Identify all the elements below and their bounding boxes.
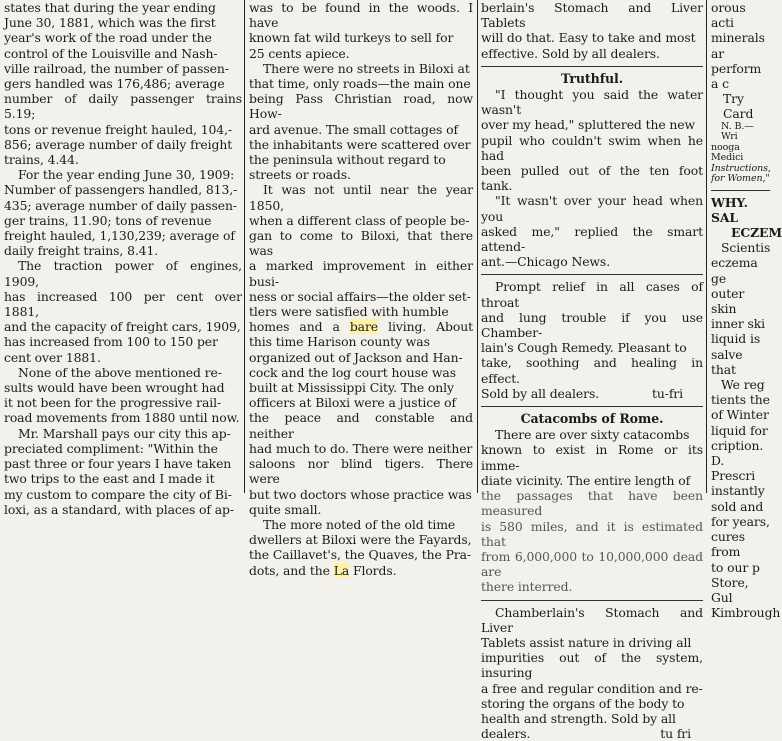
- text-line: but two doctors whose practice was: [249, 486, 472, 502]
- text-line: from 6,000,000 to 10,000,000 dead are: [481, 548, 703, 580]
- column-divider: [706, 0, 707, 493]
- text-line: is 580 miles, and it is estimated that: [481, 518, 703, 549]
- text-line: will do that. Easy to take and most: [481, 30, 696, 46]
- text-line: organized out of Jackson and Han-: [249, 349, 463, 365]
- text-line: has increased from 100 to 150 per: [4, 334, 218, 350]
- text-line: take, soothing and healing in effect.: [481, 355, 703, 386]
- text-line: a marked improvement in either busi-: [249, 258, 473, 289]
- text-line: was to be found in the woods. I have: [249, 0, 473, 31]
- text-line: Mr. Marshall pays our city this ap-: [18, 425, 231, 441]
- text-fragment: dots, and the: [249, 562, 330, 578]
- text-line: has increased 100 per cent over 1881,: [4, 288, 242, 320]
- text-line: the Caillavet's, the Quaves, the Pra-: [249, 547, 472, 563]
- text-line: gan to come to Biloxi, that there was: [249, 228, 473, 259]
- text-line: The traction power of engines, 1909,: [4, 258, 242, 289]
- text-line: salve that: [711, 346, 743, 377]
- text-line: Chamberlain's Stomach and Liver: [481, 604, 703, 635]
- column-divider: [477, 0, 478, 493]
- text-line: N. B.—Wri: [721, 120, 754, 143]
- text-line: for Women,": [711, 173, 770, 185]
- text-line: tients the: [711, 392, 770, 408]
- text-line: that time, only roads—the main one: [249, 76, 471, 92]
- text-line: a free and regular condition and re-: [481, 680, 703, 696]
- text-fragment: Flords.: [352, 562, 397, 578]
- text-line: there interred.: [481, 579, 573, 595]
- text-line: sults would have been wrought had: [4, 380, 225, 396]
- text-line: For the year ending June 30, 1909:: [18, 167, 235, 183]
- text-line: June 30, 1881, which was the first: [4, 15, 216, 31]
- text-line: streets or roads.: [249, 167, 351, 183]
- text-line: being Pass Christian road, now How-: [249, 91, 473, 122]
- text-line: Prompt relief in all cases of throat: [481, 279, 703, 310]
- text-line: gers handled was 176,486; average: [4, 76, 225, 92]
- text-line: the passages that have been measured: [481, 488, 703, 519]
- text-line: control of the Louisville and Nash-: [4, 45, 218, 61]
- text-line: freight hauled, 1,130,239; average of: [4, 228, 235, 244]
- column-short-items: [481, 0, 703, 741]
- section-rule: [481, 600, 703, 601]
- text-line: Sold by all dealers. tu-fri: [481, 385, 683, 401]
- highlighted-word: bare: [349, 319, 379, 335]
- text-line: tons or revenue freight hauled, 104,-: [4, 121, 233, 137]
- section-rule: [711, 190, 770, 191]
- text-line: We reg: [721, 377, 765, 393]
- text-line: trains, 4.44.: [4, 152, 79, 168]
- text-line: states that during the year ending: [4, 0, 216, 15]
- text-line: for years,: [711, 513, 770, 529]
- highlighted-word: La: [333, 562, 350, 578]
- text-line: Tablets assist nature in driving all: [481, 634, 692, 650]
- text-line: "I thought you said the water wasn't: [481, 87, 703, 118]
- text-line: of Winter: [711, 407, 769, 423]
- text-line: officers at Biloxi were a justice of: [249, 395, 457, 411]
- text-line: ger trains, 11.90; tons of revenue: [4, 212, 212, 228]
- text-line: the peace and constable and neither: [249, 410, 473, 441]
- text-line: D. Prescri: [711, 453, 756, 484]
- text-line: year's work of the road under the: [4, 30, 212, 46]
- text-line: ness or social affairs—the older set-: [249, 288, 471, 304]
- text-line: tlers were satisfied with humble: [249, 304, 449, 320]
- text-line: outer skin: [711, 285, 745, 317]
- text-line: had much to do. There were neither: [249, 440, 473, 456]
- column-divider: [244, 0, 245, 493]
- text-line: It was not until near the year 1850,: [249, 182, 473, 213]
- text-line: asked me," replied the smart attend-: [481, 223, 703, 255]
- column-biloxi-history: [249, 0, 473, 578]
- text-line: Kimbrough: [711, 605, 781, 621]
- text-line: ville railroad, the number of passen-: [4, 60, 229, 76]
- text-line: storing the organs of the body to: [481, 695, 685, 711]
- text-line: There were no streets in Biloxi at: [263, 60, 470, 76]
- text-line: the inhabitants were scattered over: [249, 136, 471, 152]
- text-line: pupil who couldn't swim when he had: [481, 132, 703, 163]
- text-line: and lung trouble if you use Chamber-: [481, 309, 703, 341]
- section-heading: ECZEM: [731, 225, 782, 241]
- text-line: liquid is: [711, 331, 761, 347]
- text-line: this time Harison county was: [249, 334, 430, 350]
- text-line: None of the above mentioned re-: [18, 364, 222, 380]
- text-line: number of daily passenger trains 5.19;: [4, 91, 242, 122]
- text-line-highlight: [249, 319, 473, 334]
- text-line: 435; average number of daily passen-: [4, 197, 237, 213]
- text-line: it not been for the progressive rail-: [4, 395, 222, 411]
- text-line: The more noted of the old time: [263, 516, 456, 532]
- text-line: effective. Sold by all dealers.: [481, 45, 660, 61]
- section-heading: Truthful.: [560, 70, 624, 86]
- text-line: perform a c: [711, 60, 762, 92]
- text-line: dealers. tu fri: [481, 726, 691, 741]
- column-eczema-ad: [711, 0, 782, 621]
- text-line: 856; average number of daily freight: [4, 136, 233, 152]
- text-line: ard avenue. The small cottages of: [249, 121, 458, 137]
- text-line: daily freight trains, 8.41.: [4, 243, 159, 259]
- ad-signature: tu fri: [660, 726, 691, 741]
- text-line: to our p: [711, 559, 760, 575]
- text-line: been pulled out of the ten foot tank.: [481, 163, 703, 194]
- text-line: loxi, as a standard, with places of ap-: [4, 501, 234, 517]
- text-line-highlight: [249, 563, 473, 578]
- text-line: when a different class of people be-: [249, 212, 470, 228]
- text-line: Store, Gul: [711, 574, 749, 605]
- text-line: Number of passengers handled, 813,-: [4, 182, 238, 198]
- section-heading: Catacombs of Rome.: [520, 411, 664, 427]
- text-line: known to exist in Rome or its imme-: [481, 442, 703, 473]
- text-line: 25 cents apiece.: [249, 45, 350, 61]
- ad-signature: tu-fri: [651, 385, 683, 401]
- text-line: diate vicinity. The entire length of: [481, 472, 691, 488]
- text-line: inner ski: [711, 316, 766, 332]
- text-line: road movements from 1880 until now.: [4, 410, 240, 426]
- text-line: nooga Medici: [711, 141, 744, 164]
- text-line: cock and the log court house was: [249, 364, 456, 380]
- text-line: health and strength. Sold by all: [481, 710, 676, 726]
- text-line: ant.—Chicago News.: [481, 254, 611, 270]
- text-line: sold and: [711, 498, 764, 514]
- text-line: liquid for: [711, 422, 768, 438]
- text-line: dwellers at Biloxi were the Fayards,: [249, 532, 472, 548]
- column-railroad-stats: [4, 0, 242, 517]
- text-line: orous acti: [711, 0, 746, 31]
- text-line: Scientis: [721, 240, 771, 256]
- text-line: "It wasn't over your head when you: [481, 193, 703, 224]
- text-line: minerals ar: [711, 30, 765, 61]
- text-line: saloons nor blind tigers. There were: [249, 456, 473, 487]
- text-fragment: homes and a: [249, 319, 340, 335]
- text-line: cription.: [711, 437, 764, 453]
- text-line: over my head," spluttered the new: [481, 117, 696, 133]
- text-line: eczema ge: [711, 255, 758, 286]
- text-line: Instructions,: [711, 162, 771, 174]
- text-line: past three or four years I have taken: [4, 456, 232, 472]
- text-line: built at Mississippi City. The only: [249, 380, 454, 396]
- text-line: impurities out of the system, insuring: [481, 650, 703, 681]
- text-line: quite small.: [249, 501, 322, 517]
- text-line: Try Card: [723, 91, 754, 122]
- section-heading: WHY. SAL: [711, 194, 748, 225]
- text-line: known fat wild turkeys to sell for: [249, 30, 454, 46]
- text-line: berlain's Stomach and Liver Tablets: [481, 0, 703, 31]
- section-rule: [481, 406, 703, 407]
- section-rule: [481, 274, 703, 275]
- text-line: There are over sixty catacombs: [495, 427, 690, 443]
- text-fragment: living. About: [388, 319, 473, 335]
- text-line: cures from: [711, 529, 746, 560]
- text-line: instantly: [711, 483, 765, 499]
- text-line: lain's Cough Remedy. Pleasant to: [481, 340, 687, 356]
- text-line: two trips to the east and I made it: [4, 471, 215, 487]
- text-line: my custom to compare the city of Bi-: [4, 486, 232, 502]
- text-line: the peninsula without regard to: [249, 152, 446, 168]
- section-rule: [481, 66, 703, 67]
- text-line: and the capacity of freight cars, 1909,: [4, 319, 241, 335]
- text-line: preciated compliment: "Within the: [4, 440, 218, 456]
- text-line: cent over 1881.: [4, 349, 101, 365]
